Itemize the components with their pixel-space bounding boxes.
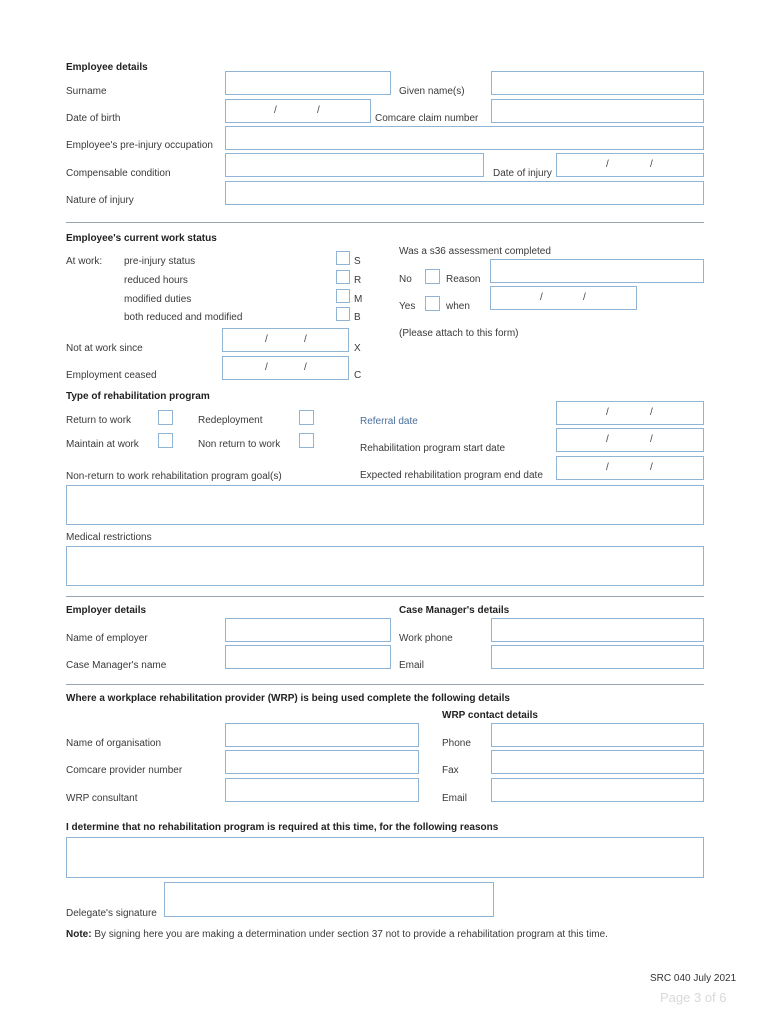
signature-field[interactable] bbox=[164, 882, 494, 917]
medical-restrictions-field[interactable] bbox=[66, 546, 704, 586]
wrp-phone-label: Phone bbox=[442, 738, 471, 749]
work-phone-field[interactable] bbox=[491, 618, 704, 642]
work-phone-label: Work phone bbox=[399, 633, 453, 644]
date-separator: / bbox=[274, 105, 277, 116]
given-names-label: Given name(s) bbox=[399, 86, 465, 97]
wrp-email-field[interactable] bbox=[491, 778, 704, 802]
occupation-label: Employee's pre-injury occupation bbox=[66, 140, 213, 151]
non-return-label: Non return to work bbox=[198, 439, 281, 450]
code-x: X bbox=[354, 343, 361, 354]
date-of-injury-label: Date of injury bbox=[493, 168, 552, 179]
medical-restrictions-label: Medical restrictions bbox=[66, 532, 152, 543]
referral-date-label: Referral date bbox=[360, 416, 418, 427]
cm-email-field[interactable] bbox=[491, 645, 704, 669]
determination-reasons-field[interactable] bbox=[66, 837, 704, 878]
dob-field[interactable] bbox=[225, 99, 371, 123]
consultant-field[interactable] bbox=[225, 778, 419, 802]
return-to-work-label: Return to work bbox=[66, 415, 132, 426]
claim-number-label: Comcare claim number bbox=[375, 113, 479, 124]
when-label: when bbox=[446, 301, 470, 312]
status-m-checkbox[interactable] bbox=[336, 289, 350, 303]
date-separator: / bbox=[265, 334, 268, 345]
employment-ceased-date-field[interactable] bbox=[222, 356, 349, 380]
code-c: C bbox=[354, 370, 362, 381]
at-work-label: At work: bbox=[66, 256, 103, 267]
return-to-work-checkbox[interactable] bbox=[158, 410, 173, 425]
start-date-field[interactable] bbox=[556, 428, 704, 452]
code-s: S bbox=[354, 256, 361, 267]
maintain-at-work-label: Maintain at work bbox=[66, 439, 139, 450]
provider-number-label: Comcare provider number bbox=[66, 765, 183, 776]
reason-label: Reason bbox=[446, 274, 481, 285]
given-names-field[interactable] bbox=[491, 71, 704, 95]
pre-injury-status-label: pre-injury status bbox=[124, 256, 196, 267]
compensable-condition-field[interactable] bbox=[225, 153, 484, 177]
provider-number-field[interactable] bbox=[225, 750, 419, 774]
s36-yes-checkbox[interactable] bbox=[425, 296, 440, 311]
date-separator: / bbox=[650, 462, 653, 473]
maintain-at-work-checkbox[interactable] bbox=[158, 433, 173, 448]
reason-field[interactable] bbox=[490, 259, 704, 283]
redeployment-checkbox[interactable] bbox=[299, 410, 314, 425]
employment-ceased-label: Employment ceased bbox=[66, 370, 157, 381]
employer-name-label: Name of employer bbox=[66, 633, 148, 644]
page-number: Page 3 of 6 bbox=[660, 990, 727, 1005]
date-separator: / bbox=[317, 105, 320, 116]
dob-label: Date of birth bbox=[66, 113, 121, 124]
date-separator: / bbox=[540, 292, 543, 303]
code-m: M bbox=[354, 294, 363, 305]
yes-label: Yes bbox=[399, 301, 416, 312]
s36-question: Was a s36 assessment completed bbox=[399, 246, 551, 257]
s36-when-date-field[interactable] bbox=[490, 286, 637, 310]
compensable-condition-label: Compensable condition bbox=[66, 168, 171, 179]
surname-label: Surname bbox=[66, 86, 107, 97]
consultant-label: WRP consultant bbox=[66, 793, 138, 804]
note-label: Note: bbox=[66, 929, 92, 940]
end-date-field[interactable] bbox=[556, 456, 704, 480]
date-of-injury-field[interactable] bbox=[556, 153, 704, 177]
date-separator: / bbox=[606, 407, 609, 418]
employee-details-heading: Employee details bbox=[66, 62, 148, 73]
employer-name-field[interactable] bbox=[225, 618, 391, 642]
case-manager-name-label: Case Manager's name bbox=[66, 660, 167, 671]
form-code: SRC 040 July 2021 bbox=[650, 973, 737, 984]
redeployment-label: Redeployment bbox=[198, 415, 263, 426]
date-separator: / bbox=[606, 462, 609, 473]
code-r: R bbox=[354, 275, 362, 286]
wrp-contact-heading: WRP contact details bbox=[442, 710, 538, 721]
cm-email-label: Email bbox=[399, 660, 425, 671]
case-manager-details-heading: Case Manager's details bbox=[399, 605, 510, 616]
work-status-heading: Employee's current work status bbox=[66, 233, 217, 244]
section-divider bbox=[66, 684, 704, 685]
nature-of-injury-field[interactable] bbox=[225, 181, 704, 205]
non-return-goals-field[interactable] bbox=[66, 485, 704, 525]
date-separator: / bbox=[650, 159, 653, 170]
organisation-field[interactable] bbox=[225, 723, 419, 747]
note-text bbox=[66, 929, 608, 941]
section-divider bbox=[66, 222, 704, 223]
reduced-and-modified-label: both reduced and modified bbox=[124, 312, 243, 323]
surname-field[interactable] bbox=[225, 71, 391, 95]
determination-heading: I determine that no rehabilitation program is required at this time, for the following reasons bbox=[66, 822, 499, 833]
modified-duties-label: modified duties bbox=[124, 294, 192, 305]
case-manager-name-field[interactable] bbox=[225, 645, 391, 669]
date-separator: / bbox=[650, 407, 653, 418]
employer-details-heading: Employer details bbox=[66, 605, 147, 616]
wrp-heading: Where a workplace rehabilitation provider (WRP) is being used complete the following details bbox=[66, 693, 510, 704]
wrp-phone-field[interactable] bbox=[491, 723, 704, 747]
wrp-email-label: Email bbox=[442, 793, 468, 804]
organisation-label: Name of organisation bbox=[66, 738, 162, 749]
date-separator: / bbox=[265, 362, 268, 373]
s36-no-checkbox[interactable] bbox=[425, 269, 440, 284]
signature-label: Delegate's signature bbox=[66, 908, 157, 919]
date-separator: / bbox=[650, 434, 653, 445]
status-s-checkbox[interactable] bbox=[336, 251, 350, 265]
not-at-work-label: Not at work since bbox=[66, 343, 143, 354]
date-separator: / bbox=[606, 159, 609, 170]
referral-date-field[interactable] bbox=[556, 401, 704, 425]
status-r-checkbox[interactable] bbox=[336, 270, 350, 284]
end-date-label: Expected rehabilitation program end date bbox=[360, 470, 543, 481]
no-label: No bbox=[399, 274, 412, 285]
wrp-fax-field[interactable] bbox=[491, 750, 704, 774]
status-b-checkbox[interactable] bbox=[336, 307, 350, 321]
rehab-program-heading: Type of rehabilitation program bbox=[66, 391, 210, 402]
nature-of-injury-label: Nature of injury bbox=[66, 195, 134, 206]
date-separator: / bbox=[606, 434, 609, 445]
occupation-field[interactable] bbox=[225, 126, 704, 150]
attach-note: (Please attach to this form) bbox=[399, 328, 519, 339]
non-return-goals-label: Non-return to work rehabilitation program goal(s) bbox=[66, 471, 282, 482]
date-separator: / bbox=[304, 334, 307, 345]
code-b: B bbox=[354, 312, 361, 323]
wrp-fax-label: Fax bbox=[442, 765, 459, 776]
claim-number-field[interactable] bbox=[491, 99, 704, 123]
not-at-work-date-field[interactable] bbox=[222, 328, 349, 352]
date-separator: / bbox=[304, 362, 307, 373]
start-date-label: Rehabilitation program start date bbox=[360, 443, 506, 454]
date-separator: / bbox=[583, 292, 586, 303]
reduced-hours-label: reduced hours bbox=[124, 275, 188, 286]
non-return-checkbox[interactable] bbox=[299, 433, 314, 448]
section-divider bbox=[66, 596, 704, 597]
note-body: By signing here you are making a determination under section 37 not to provide a rehabilitation program at this time. bbox=[91, 929, 608, 940]
